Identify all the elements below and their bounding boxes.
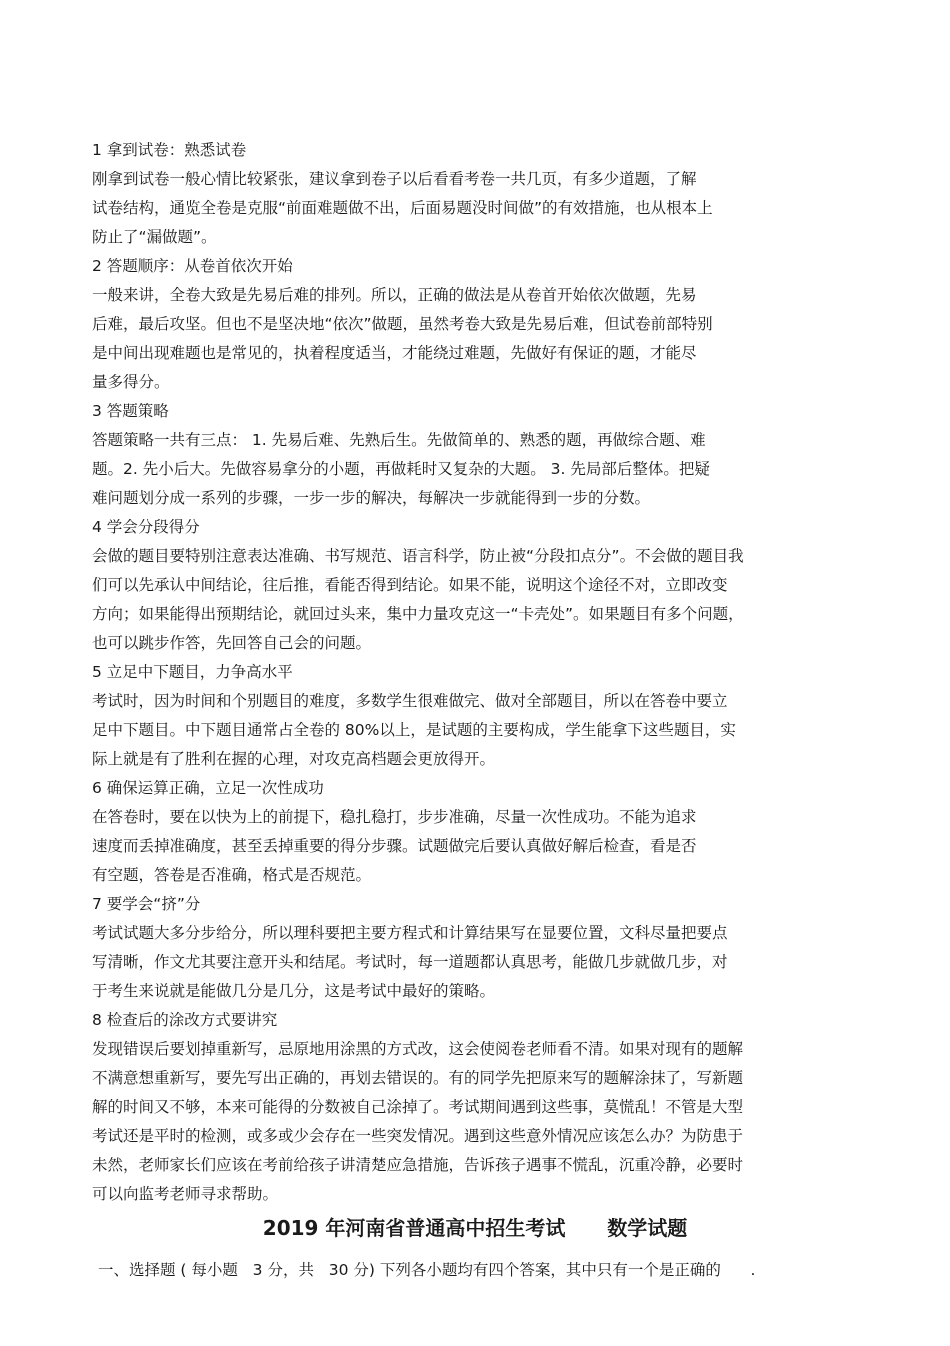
paragraph-line: 速度而丢掉准确度，甚至丢掉重要的得分步骤。试题做完后要认真做好解后检查，看是否 xyxy=(92,837,697,855)
paragraph-line: 们可以先承认中间结论，往后推，看能否得到结论。如果不能，说明这个途径不对，立即改变 xyxy=(92,576,728,594)
paragraph-line: 可以向监考老师寻求帮助。 xyxy=(92,1185,279,1203)
paragraph-line: 考试还是平时的检测，或多或少会存在一些突发情况。遇到这些意外情况应该怎么办？为防患于 xyxy=(92,1127,744,1145)
paragraph-line: 一般来讲，全卷大致是先易后难的排列。所以，正确的做法是从卷首开始依次做题，先易 xyxy=(92,286,697,304)
paragraph-line: 答题策略一共有三点： 1. 先易后难、先熟后生。先做简单的、熟悉的题，再做综合题、难 xyxy=(92,431,706,449)
exam-section-instructions: 一、选择题 ( 每小题 3 分，共 30 分) 下列各小题均有四个答案，其中只有一个是正确的 . xyxy=(98,1261,756,1279)
paragraph-line: 是中间出现难题也是常见的，执着程度适当，才能绕过难题，先做好有保证的题，才能尽 xyxy=(92,344,697,362)
document-body xyxy=(92,136,872,1209)
section-heading-1: 1 拿到试卷：熟悉试卷 xyxy=(92,141,247,159)
section-heading-3: 3 答题策略 xyxy=(92,402,169,420)
paragraph-line: 题。2. 先小后大。先做容易拿分的小题，再做耗时又复杂的大题。 3. 先局部后整体。把疑 xyxy=(92,460,710,478)
paragraph-line: 会做的题目要特别注意表达准确、书写规范、语言科学，防止被“分段扣点分”。不会做的题目我 xyxy=(92,547,744,565)
paragraph-line: 量多得分。 xyxy=(92,373,170,391)
section-heading-2: 2 答题顺序：从卷首依次开始 xyxy=(92,257,293,275)
paragraph-line: 防止了“漏做题”。 xyxy=(92,228,217,246)
section-heading-4: 4 学会分段得分 xyxy=(92,518,200,536)
section-heading-7: 7 要学会“挤”分 xyxy=(92,895,201,913)
paragraph-line: 试卷结构，通览全卷是克服“前面难题做不出，后面易题没时间做”的有效措施，也从根本上 xyxy=(92,199,713,217)
paragraph-line: 于考生来说就是能做几分是几分，这是考试中最好的策略。 xyxy=(92,982,496,1000)
paragraph-line: 也可以跳步作答，先回答自己会的问题。 xyxy=(92,634,372,652)
paragraph-line: 难问题划分成一系列的步骤，一步一步的解决，每解决一步就能得到一步的分数。 xyxy=(92,489,651,507)
paragraph-line: 后难，最后攻坚。但也不是坚决地“依次”做题，虽然考卷大致是先易后难，但试卷前部特别 xyxy=(92,315,713,333)
paragraph-line: 有空题，答卷是否准确，格式是否规范。 xyxy=(92,866,372,884)
paragraph-line: 际上就是有了胜利在握的心理，对攻克高档题会更放得开。 xyxy=(92,750,496,768)
section-heading-8: 8 检查后的涂改方式要讲究 xyxy=(92,1011,278,1029)
paragraph-line: 方向；如果能得出预期结论，就回过头来，集中力量攻克这一“卡壳处”。如果题目有多个问题， xyxy=(92,605,744,623)
paragraph-line: 考试时，因为时间和个别题目的难度，多数学生很难做完、做对全部题目，所以在答卷中要立 xyxy=(92,692,728,710)
paragraph-line: 刚拿到试卷一般心情比较紧张，建议拿到卷子以后看看考卷一共几页，有多少道题，了解 xyxy=(92,170,697,188)
exam-title: 2019 年河南省普通高中招生考试 数学试题 xyxy=(262,1216,688,1240)
section-heading-5: 5 立足中下题目，力争高水平 xyxy=(92,663,293,681)
paragraph-line: 在答卷时，要在以快为上的前提下，稳扎稳打，步步准确，尽量一次性成功。不能为追求 xyxy=(92,808,697,826)
paragraph-line: 不满意想重新写，要先写出正确的，再划去错误的。有的同学先把原来写的题解涂抹了，写新题 xyxy=(92,1069,744,1087)
paragraph-line: 考试试题大多分步给分，所以理科要把主要方程式和计算结果写在显要位置，文科尽量把要点 xyxy=(92,924,728,942)
paragraph-line: 写清晰，作文尤其要注意开头和结尾。考试时，每一道题都认真思考，能做几步就做几步，对 xyxy=(92,953,728,971)
paragraph-line: 发现错误后要划掉重新写，忌原地用涂黑的方式改，这会使阅卷老师看不清。如果对现有的题解 xyxy=(92,1040,744,1058)
paragraph-line: 解的时间又不够，本来可能得的分数被自己涂掉了。考试期间遇到这些事，莫慌乱！不管是大型 xyxy=(92,1098,744,1116)
section-heading-6: 6 确保运算正确，立足一次性成功 xyxy=(92,779,324,797)
paragraph-line: 足中下题目。中下题目通常占全卷的 80%以上，是试题的主要构成，学生能拿下这些题目，实 xyxy=(92,721,736,739)
paragraph-line: 未然，老师家长们应该在考前给孩子讲清楚应急措施，告诉孩子遇事不慌乱，沉重冷静，必要时 xyxy=(92,1156,744,1174)
